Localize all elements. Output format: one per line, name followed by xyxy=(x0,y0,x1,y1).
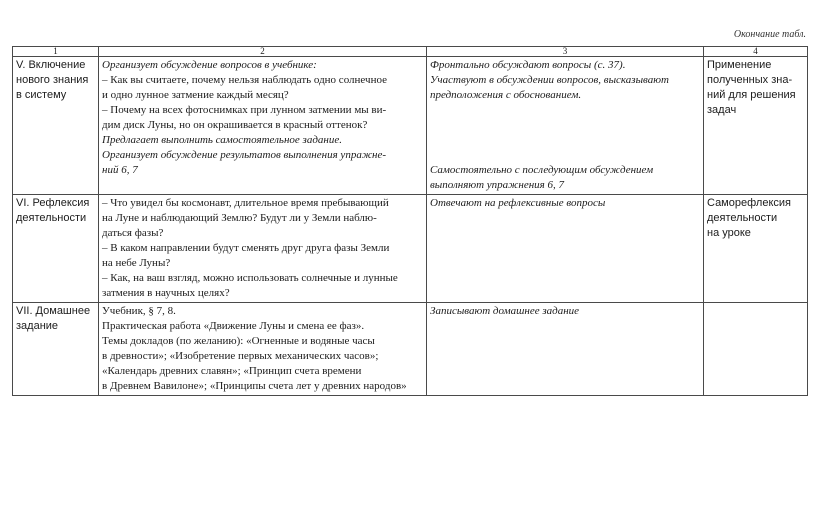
spacer xyxy=(430,133,700,148)
teacher-line: на Луне и наблюдающий Землю? Будут ли у Земли наблю- xyxy=(102,212,377,224)
stage-line: V. Включение xyxy=(16,59,86,71)
table-row xyxy=(13,303,808,396)
stage-line: в систему xyxy=(16,89,67,101)
stage-line: нового знания xyxy=(16,74,89,86)
result-line: Саморефлексия xyxy=(707,197,791,209)
result-line: на уроке xyxy=(707,227,751,239)
result-cell xyxy=(704,303,808,396)
result-line: ний для решения xyxy=(707,89,796,101)
student-activity-cell xyxy=(427,303,704,396)
student-line: Отвечают на рефлексивные вопросы xyxy=(430,197,606,209)
teacher-line: даться фазы? xyxy=(102,227,164,239)
teacher-line: Практическая работа «Движение Луны и смена ее фаз». xyxy=(102,320,365,332)
teacher-line: – Как, на ваш взгляд, можно использовать солнечные и лунные xyxy=(102,272,398,284)
stage-line: VI. Рефлексия xyxy=(16,197,90,209)
teacher-line: Темы докладов (по желанию): «Огненные и водяные часы xyxy=(102,335,375,347)
spacer xyxy=(430,118,700,133)
teacher-line: «Календарь древних славян»; «Принцип счета времени xyxy=(102,365,362,377)
lesson-plan-table xyxy=(12,46,808,396)
result-cell xyxy=(704,57,808,195)
spacer xyxy=(430,148,700,163)
teacher-activity-cell xyxy=(99,195,427,303)
student-line: Записывают домашнее задание xyxy=(430,305,580,317)
table-row xyxy=(13,57,808,195)
column-number: 3 xyxy=(427,47,704,57)
result-line: полученных зна- xyxy=(707,74,793,86)
teacher-line: – В каком направлении будут сменять друг друга фазы Земли xyxy=(102,242,390,254)
teacher-activity-cell xyxy=(99,57,427,195)
student-line: выполняют упражнения 6, 7 xyxy=(430,179,565,191)
teacher-line: на небе Луны? xyxy=(102,257,171,269)
teacher-line: и одно лунное затмение каждый месяц? xyxy=(102,89,289,101)
column-number: 4 xyxy=(704,47,808,57)
stage-line: деятельности xyxy=(16,212,87,224)
student-activity-cell xyxy=(427,195,704,303)
student-line: предположения с обоснованием. xyxy=(430,89,582,101)
stage-line: VII. Домашнее xyxy=(16,305,91,317)
table-continuation-caption: Окончание табл. xyxy=(733,29,806,40)
stage-cell xyxy=(13,303,99,396)
stage-cell xyxy=(13,195,99,303)
teacher-line: ний 6, 7 xyxy=(102,164,138,176)
teacher-line: Организует обсуждение вопросов в учебнике: xyxy=(102,59,317,71)
teacher-line: в древности»; «Изобретение первых механических часов»; xyxy=(102,350,379,362)
teacher-line: Организует обсуждение результатов выполнения упражне- xyxy=(102,149,387,161)
teacher-line: – Почему на всех фотоснимках при лунном затмении мы ви- xyxy=(102,104,387,116)
result-line: Применение xyxy=(707,59,772,71)
teacher-line: в Древнем Вавилоне»; «Принципы счета лет у древних народов» xyxy=(102,380,407,392)
column-number-row xyxy=(13,47,808,57)
teacher-line: – Что увидел бы космонавт, длительное время пребывающий xyxy=(102,197,389,209)
teacher-activity-cell xyxy=(99,303,427,396)
stage-cell xyxy=(13,57,99,195)
result-line: деятельности xyxy=(707,212,778,224)
stage-line: задание xyxy=(16,320,59,332)
table-row xyxy=(13,195,808,303)
student-line: Участвуют в обсуждении вопросов, высказывают xyxy=(430,74,669,86)
student-activity-cell xyxy=(427,57,704,195)
teacher-line: Предлагает выполнить самостоятельное задание. xyxy=(102,134,342,146)
teacher-line: – Как вы считаете, почему нельзя наблюдать одно солнечное xyxy=(102,74,387,86)
spacer xyxy=(430,103,700,118)
teacher-line: затмения в научных целях? xyxy=(102,287,230,299)
result-line: задач xyxy=(707,104,737,116)
column-number: 2 xyxy=(99,47,427,57)
column-number: 1 xyxy=(13,47,99,57)
result-cell xyxy=(704,195,808,303)
teacher-line: Учебник, § 7, 8. xyxy=(102,305,176,317)
student-line: Самостоятельно с последующим обсуждением xyxy=(430,164,654,176)
teacher-line: дим диск Луны, но он окрашивается в красный оттенок? xyxy=(102,119,368,131)
student-line: Фронтально обсуждают вопросы (с. 37). xyxy=(430,59,626,71)
